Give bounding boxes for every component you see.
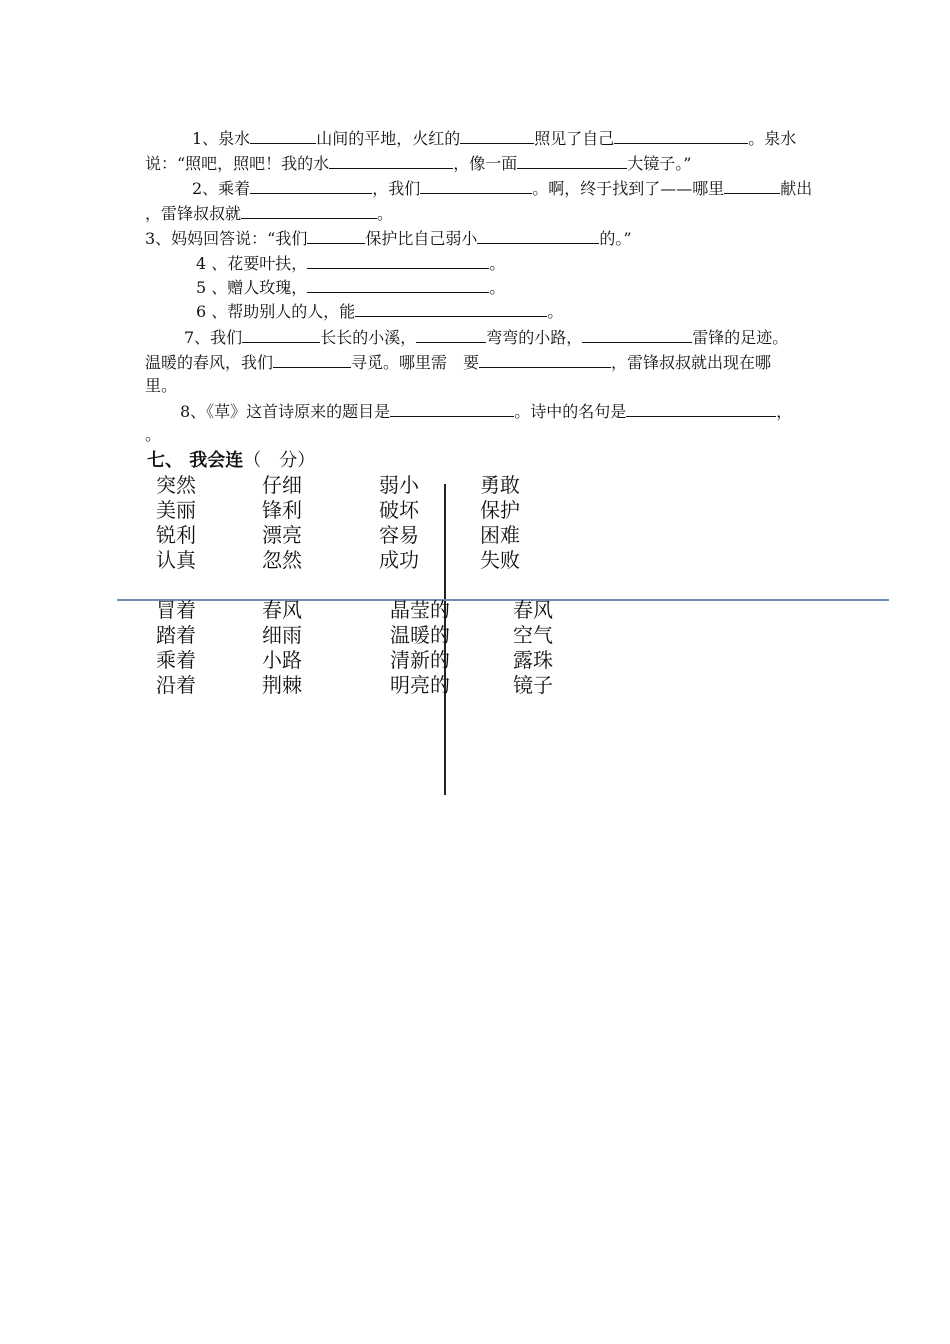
q4-text-a: 4 、花要叶扶， [196, 254, 308, 273]
match-bottom-col2-2[interactable]: 小路 [262, 648, 302, 672]
q1-blank-3[interactable] [614, 128, 748, 144]
q8-text-c: ， [776, 402, 793, 421]
q1-text-f: ，像一面 [453, 154, 518, 173]
q1-blank-2[interactable] [460, 128, 534, 144]
match-bottom-col1-0[interactable]: 冒着 [156, 598, 196, 622]
match-bottom-col1-1[interactable]: 踏着 [156, 623, 196, 647]
question-2-line-1 [192, 178, 812, 199]
q2-text-c: 。啊，终于找到了——哪里 [532, 179, 725, 198]
question-3 [145, 228, 632, 249]
q7-text-e: 温暖的春风，我们 [145, 353, 274, 372]
q3-text-b: 保护比自己弱小 [365, 229, 478, 248]
match-top-col3-3[interactable]: 成功 [379, 548, 419, 572]
q7-text-f: 寻觅。哪里需 要 [351, 353, 480, 372]
q1-blank-1[interactable] [250, 128, 316, 144]
match-bottom-col2-1[interactable]: 细雨 [262, 623, 302, 647]
match-bottom-col1-3[interactable]: 沿着 [156, 673, 196, 697]
match-bottom-col4-0[interactable]: 春风 [513, 598, 553, 622]
q7-text-b: 长长的小溪， [320, 328, 417, 347]
q7-blank-4[interactable] [273, 352, 351, 368]
match-bottom-col2-3[interactable]: 荆棘 [262, 673, 302, 697]
q6-text-a: 6 、帮助别人的人，能 [196, 302, 356, 321]
q4-blank-1[interactable] [307, 253, 489, 269]
match-bottom-col4-1[interactable]: 空气 [513, 623, 553, 647]
match-top-col3-2[interactable]: 容易 [379, 523, 419, 547]
q1-blank-5[interactable] [517, 153, 627, 169]
q7-text-g: ，雷锋叔叔就出现在哪 [611, 353, 772, 372]
q5-text-a: 5 、赠人玫瑰， [196, 278, 308, 297]
match-bottom-col3-0[interactable]: 晶莹的 [390, 598, 450, 622]
q2-blank-1[interactable] [250, 178, 372, 194]
q1-text-a: 1、泉水 [192, 129, 251, 148]
q1-text-g: 大镜子。” [627, 154, 692, 173]
q5-blank-1[interactable] [307, 277, 489, 293]
match-top-col2-0[interactable]: 仔细 [262, 473, 302, 497]
question-4 [196, 253, 505, 274]
q7-blank-2[interactable] [416, 327, 486, 343]
match-top-col4-0[interactable]: 勇敢 [480, 473, 520, 497]
q8-text-b: 。诗中的名句是 [514, 402, 627, 421]
match-top-col3-1[interactable]: 破坏 [379, 498, 419, 522]
match-top-col4-3[interactable]: 失败 [480, 548, 520, 572]
q7-text-d: 雷锋的足迹。 [692, 328, 789, 347]
divider-horizontal-line [117, 599, 889, 601]
match-bottom-col1-2[interactable]: 乘着 [156, 648, 196, 672]
q7-blank-1[interactable] [242, 327, 320, 343]
match-bottom-col4-3[interactable]: 镜子 [513, 673, 553, 697]
match-top-col3-0[interactable]: 弱小 [379, 473, 419, 497]
match-top-col1-0[interactable]: 突然 [156, 473, 196, 497]
q2-blank-3[interactable] [724, 178, 780, 194]
section-7-heading [147, 446, 315, 472]
q7-text-c: 弯弯的小路， [486, 328, 583, 347]
q2-text-b: ，我们 [372, 179, 421, 198]
q8-blank-2[interactable] [626, 401, 776, 417]
match-top-col4-2[interactable]: 困难 [480, 523, 520, 547]
match-top-col1-2[interactable]: 锐利 [156, 523, 196, 547]
q2-text-a: 2、乘着 [192, 179, 251, 198]
q2-text-e: ，雷锋叔叔就 [145, 204, 242, 223]
q8-text-d: 。 [145, 425, 162, 444]
match-bottom-col2-0[interactable]: 春风 [262, 598, 302, 622]
q1-text-c: 照见了自己 [534, 129, 615, 148]
match-top-col2-1[interactable]: 锋利 [262, 498, 302, 522]
match-top-col1-3[interactable]: 认真 [156, 548, 196, 572]
q2-blank-2[interactable] [420, 178, 532, 194]
q3-blank-2[interactable] [477, 228, 599, 244]
q1-text-e: 说：“照吧，照吧！我的水 [145, 154, 330, 173]
match-bottom-col3-1[interactable]: 温暖的 [390, 623, 450, 647]
question-7-line-1 [184, 327, 788, 348]
question-7-line-2 [145, 352, 771, 373]
question-1-line-2 [145, 153, 691, 174]
q6-text-b: 。 [547, 302, 564, 321]
section-7-score: （ 分） [243, 450, 316, 471]
match-top-col4-1[interactable]: 保护 [480, 498, 520, 522]
q3-text-c: 的。” [599, 229, 632, 248]
section-7-title: 七、 我会连 [147, 450, 244, 471]
q7-blank-5[interactable] [479, 352, 611, 368]
q2-blank-4[interactable] [241, 203, 377, 219]
match-top-col1-1[interactable]: 美丽 [156, 498, 196, 522]
q4-text-b: 。 [489, 254, 506, 273]
q7-text-h: 里。 [145, 376, 178, 395]
q8-text-a: 8、《草》这首诗原来的题目是 [180, 402, 391, 421]
match-bottom-col4-2[interactable]: 露珠 [513, 648, 553, 672]
q7-blank-3[interactable] [582, 327, 692, 343]
question-6 [196, 301, 563, 322]
match-bottom-col3-2[interactable]: 清新的 [390, 648, 450, 672]
match-top-col2-3[interactable]: 忽然 [262, 548, 302, 572]
q7-text-a: 7、我们 [184, 328, 243, 347]
q3-text-a: 3、妈妈回答说：“我们 [145, 229, 308, 248]
q2-text-d: 献出 [780, 179, 813, 198]
q8-blank-1[interactable] [390, 401, 514, 417]
q5-text-b: 。 [489, 278, 506, 297]
q1-text-d: 。泉水 [748, 129, 797, 148]
question-1-line-1 [192, 128, 796, 149]
question-2-line-2 [145, 203, 393, 224]
q1-blank-4[interactable] [329, 153, 453, 169]
question-8-line-1 [180, 401, 792, 422]
match-bottom-col3-3[interactable]: 明亮的 [390, 673, 450, 697]
q2-text-f: 。 [377, 204, 394, 223]
question-8-line-2 [145, 425, 161, 445]
match-top-col2-2[interactable]: 漂亮 [262, 523, 302, 547]
question-7-line-3 [145, 376, 177, 396]
question-5 [196, 277, 505, 298]
q6-blank-1[interactable] [355, 301, 547, 317]
q1-text-b: 山间的平地，火红的 [316, 129, 461, 148]
q3-blank-1[interactable] [307, 228, 365, 244]
